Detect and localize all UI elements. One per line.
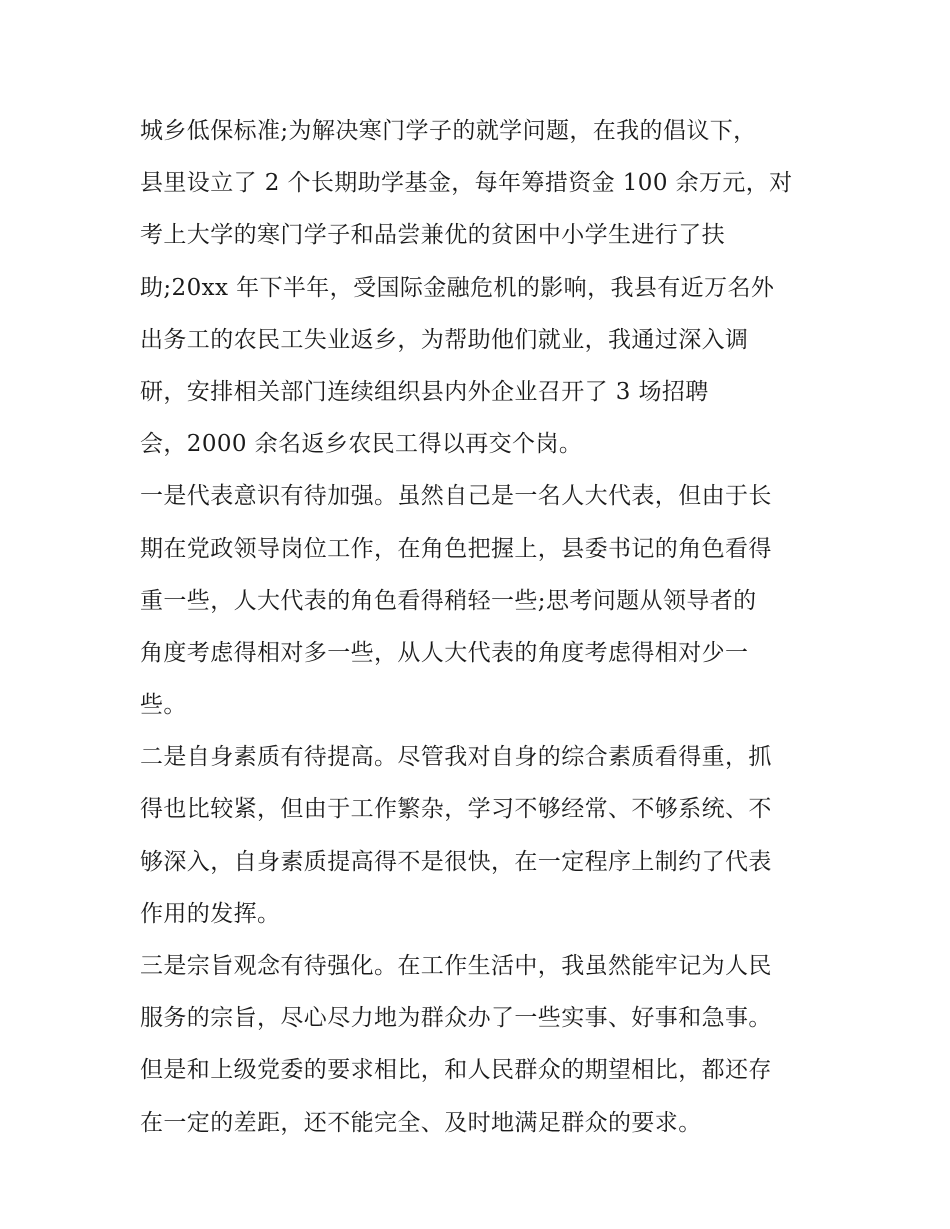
text-line: 二是自身素质有待提高。尽管我对自身的综合素质看得重，抓 bbox=[140, 744, 772, 771]
text-line: 会，2000 余名返乡农民工得以再交个岗。 bbox=[140, 431, 583, 458]
body-text bbox=[140, 105, 820, 1149]
text-line: 助;20xx 年下半年，受国际金融危机的影响，我县有近万名外 bbox=[140, 274, 775, 301]
text-line: 城乡低保标准;为解决寒门学子的就学问题，在我的倡议下， bbox=[140, 118, 757, 144]
text-line: 但是和上级党委的要求相比，和人民群众的期望相比，都还存 bbox=[140, 1057, 772, 1084]
text-line: 些。 bbox=[140, 692, 187, 719]
text-line: 出务工的农民工失业返乡，为帮助他们就业，我通过深入调 bbox=[140, 326, 749, 353]
text-line: 服务的宗旨，尽心尽力地为群众办了一些实事、好事和急事。 bbox=[140, 1005, 772, 1032]
text-line: 三是宗旨观念有待强化。在工作生活中，我虽然能牢记为人民 bbox=[140, 953, 772, 979]
text-line: 县里设立了 2 个长期助学基金，每年筹措资金 100 余万元，对 bbox=[140, 170, 793, 197]
text-line: 得也比较紧，但由于工作繁杂，学习不够经常、不够系统、不 bbox=[140, 796, 772, 823]
text-line: 研，安排相关部门连续组织县内外企业召开了 3 场招聘 bbox=[140, 378, 709, 405]
text-line: 重一些，人大代表的角色看得稍轻一些;思考问题从领导者的 bbox=[140, 587, 757, 614]
text-line: 在一定的差距，还不能完全、及时地满足群众的要求。 bbox=[140, 1109, 702, 1136]
text-line: 一是代表意识有待加强。虽然自己是一名人大代表，但由于长 bbox=[140, 483, 772, 510]
text-line: 作用的发挥。 bbox=[140, 900, 281, 927]
text-line: 期在党政领导岗位工作，在角色把握上，县委书记的角色看得 bbox=[140, 535, 772, 562]
text-line: 考上大学的寒门学子和品尝兼优的贫困中小学生进行了扶 bbox=[140, 222, 725, 249]
text-line: 角度考虑得相对多一些，从人大代表的角度考虑得相对少一 bbox=[140, 639, 749, 666]
text-line: 够深入，自身素质提高得不是很快，在一定程序上制约了代表 bbox=[140, 848, 772, 875]
